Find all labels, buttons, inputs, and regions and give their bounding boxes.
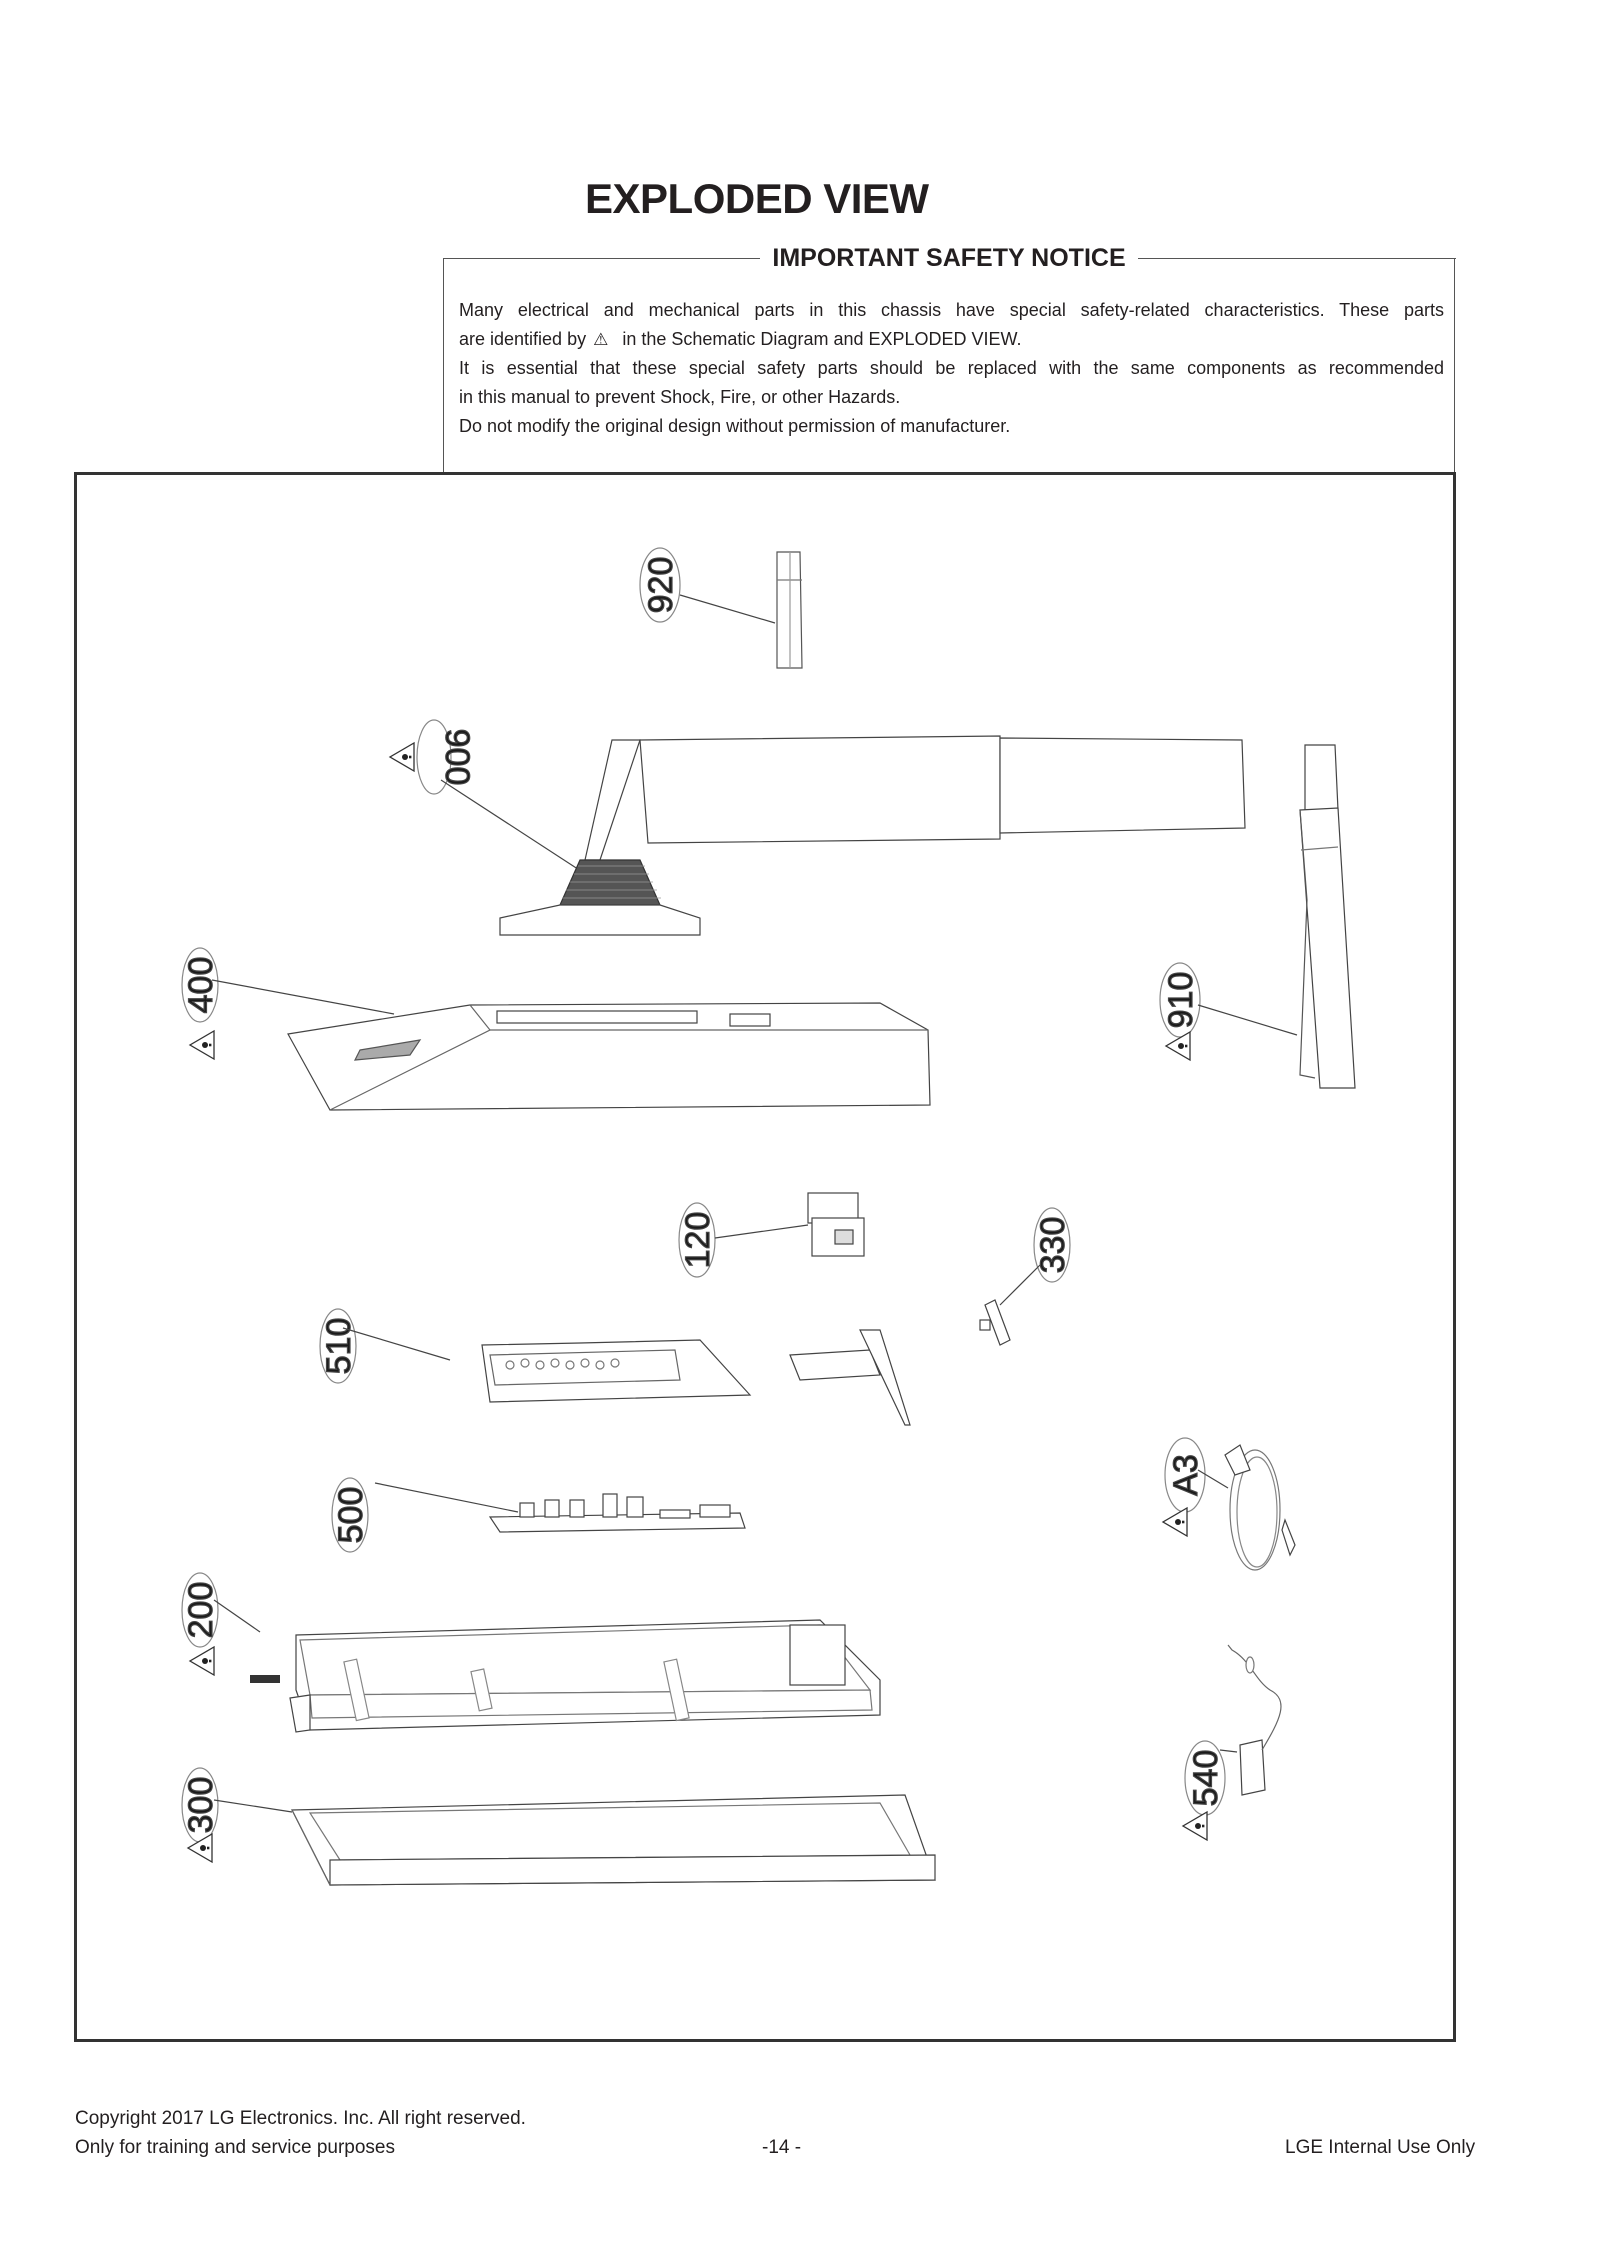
notice-line-5: Do not modify the original design without permission of manufacturer. [459,416,1011,436]
notice-line-4: in this manual to prevent Shock, Fire, or other Hazards. [459,387,901,407]
notice-line-2-end: in the Schematic Diagram and EXPLODED VIEW. [622,329,1022,349]
page-title: EXPLODED VIEW [585,175,929,222]
part-A3-power-cord [1163,1438,1295,1570]
safety-notice-heading-text: IMPORTANT SAFETY NOTICE [760,244,1137,272]
notice-line-1: Many electrical and mechanical parts in this chassis have special safety-related characteristics. These parts [459,300,1444,320]
notice-line-2-start: are identified by [459,329,587,349]
footer-page-number: -14 - [762,2137,802,2158]
footer-classification: LGE Internal Use Only [1285,2137,1476,2158]
part-330-bracket [980,1208,1072,1345]
part-900-stand-body [390,720,1245,935]
part-120-speaker [679,1193,864,1277]
warning-triangle-icon: ⚠ [593,330,609,349]
callout-200: 200 [182,1581,220,1639]
callout-900: 900 [438,728,476,786]
callout-400: 400 [182,956,220,1014]
part-200-back-frame [182,1573,880,1732]
footer-purpose: Only for training and service purposes [75,2137,395,2158]
part-920-stand-cap [640,548,802,668]
footer-copyright: Copyright 2017 LG Electronics. Inc. All right reserved. [75,2108,526,2129]
part-300-rear-cover [182,1768,935,1885]
part-500-main-board [332,1478,745,1552]
callout-910: 910 [1162,971,1200,1029]
callout-120: 120 [679,1211,717,1269]
callout-300: 300 [182,1776,220,1834]
part-510-power-shield [320,1309,910,1425]
notice-line-3: It is essential that these special safety parts should be replaced with the same components as recommended [459,358,1444,378]
callout-500: 500 [332,1486,370,1544]
callout-330: 330 [1034,1216,1072,1274]
callout-920: 920 [642,556,680,614]
part-540-ac-adapter [1183,1645,1281,1840]
callout-A3: A3 [1167,1454,1205,1496]
callout-510: 510 [320,1317,358,1375]
part-400-front-cover [182,948,930,1110]
callout-540: 540 [1187,1749,1225,1807]
